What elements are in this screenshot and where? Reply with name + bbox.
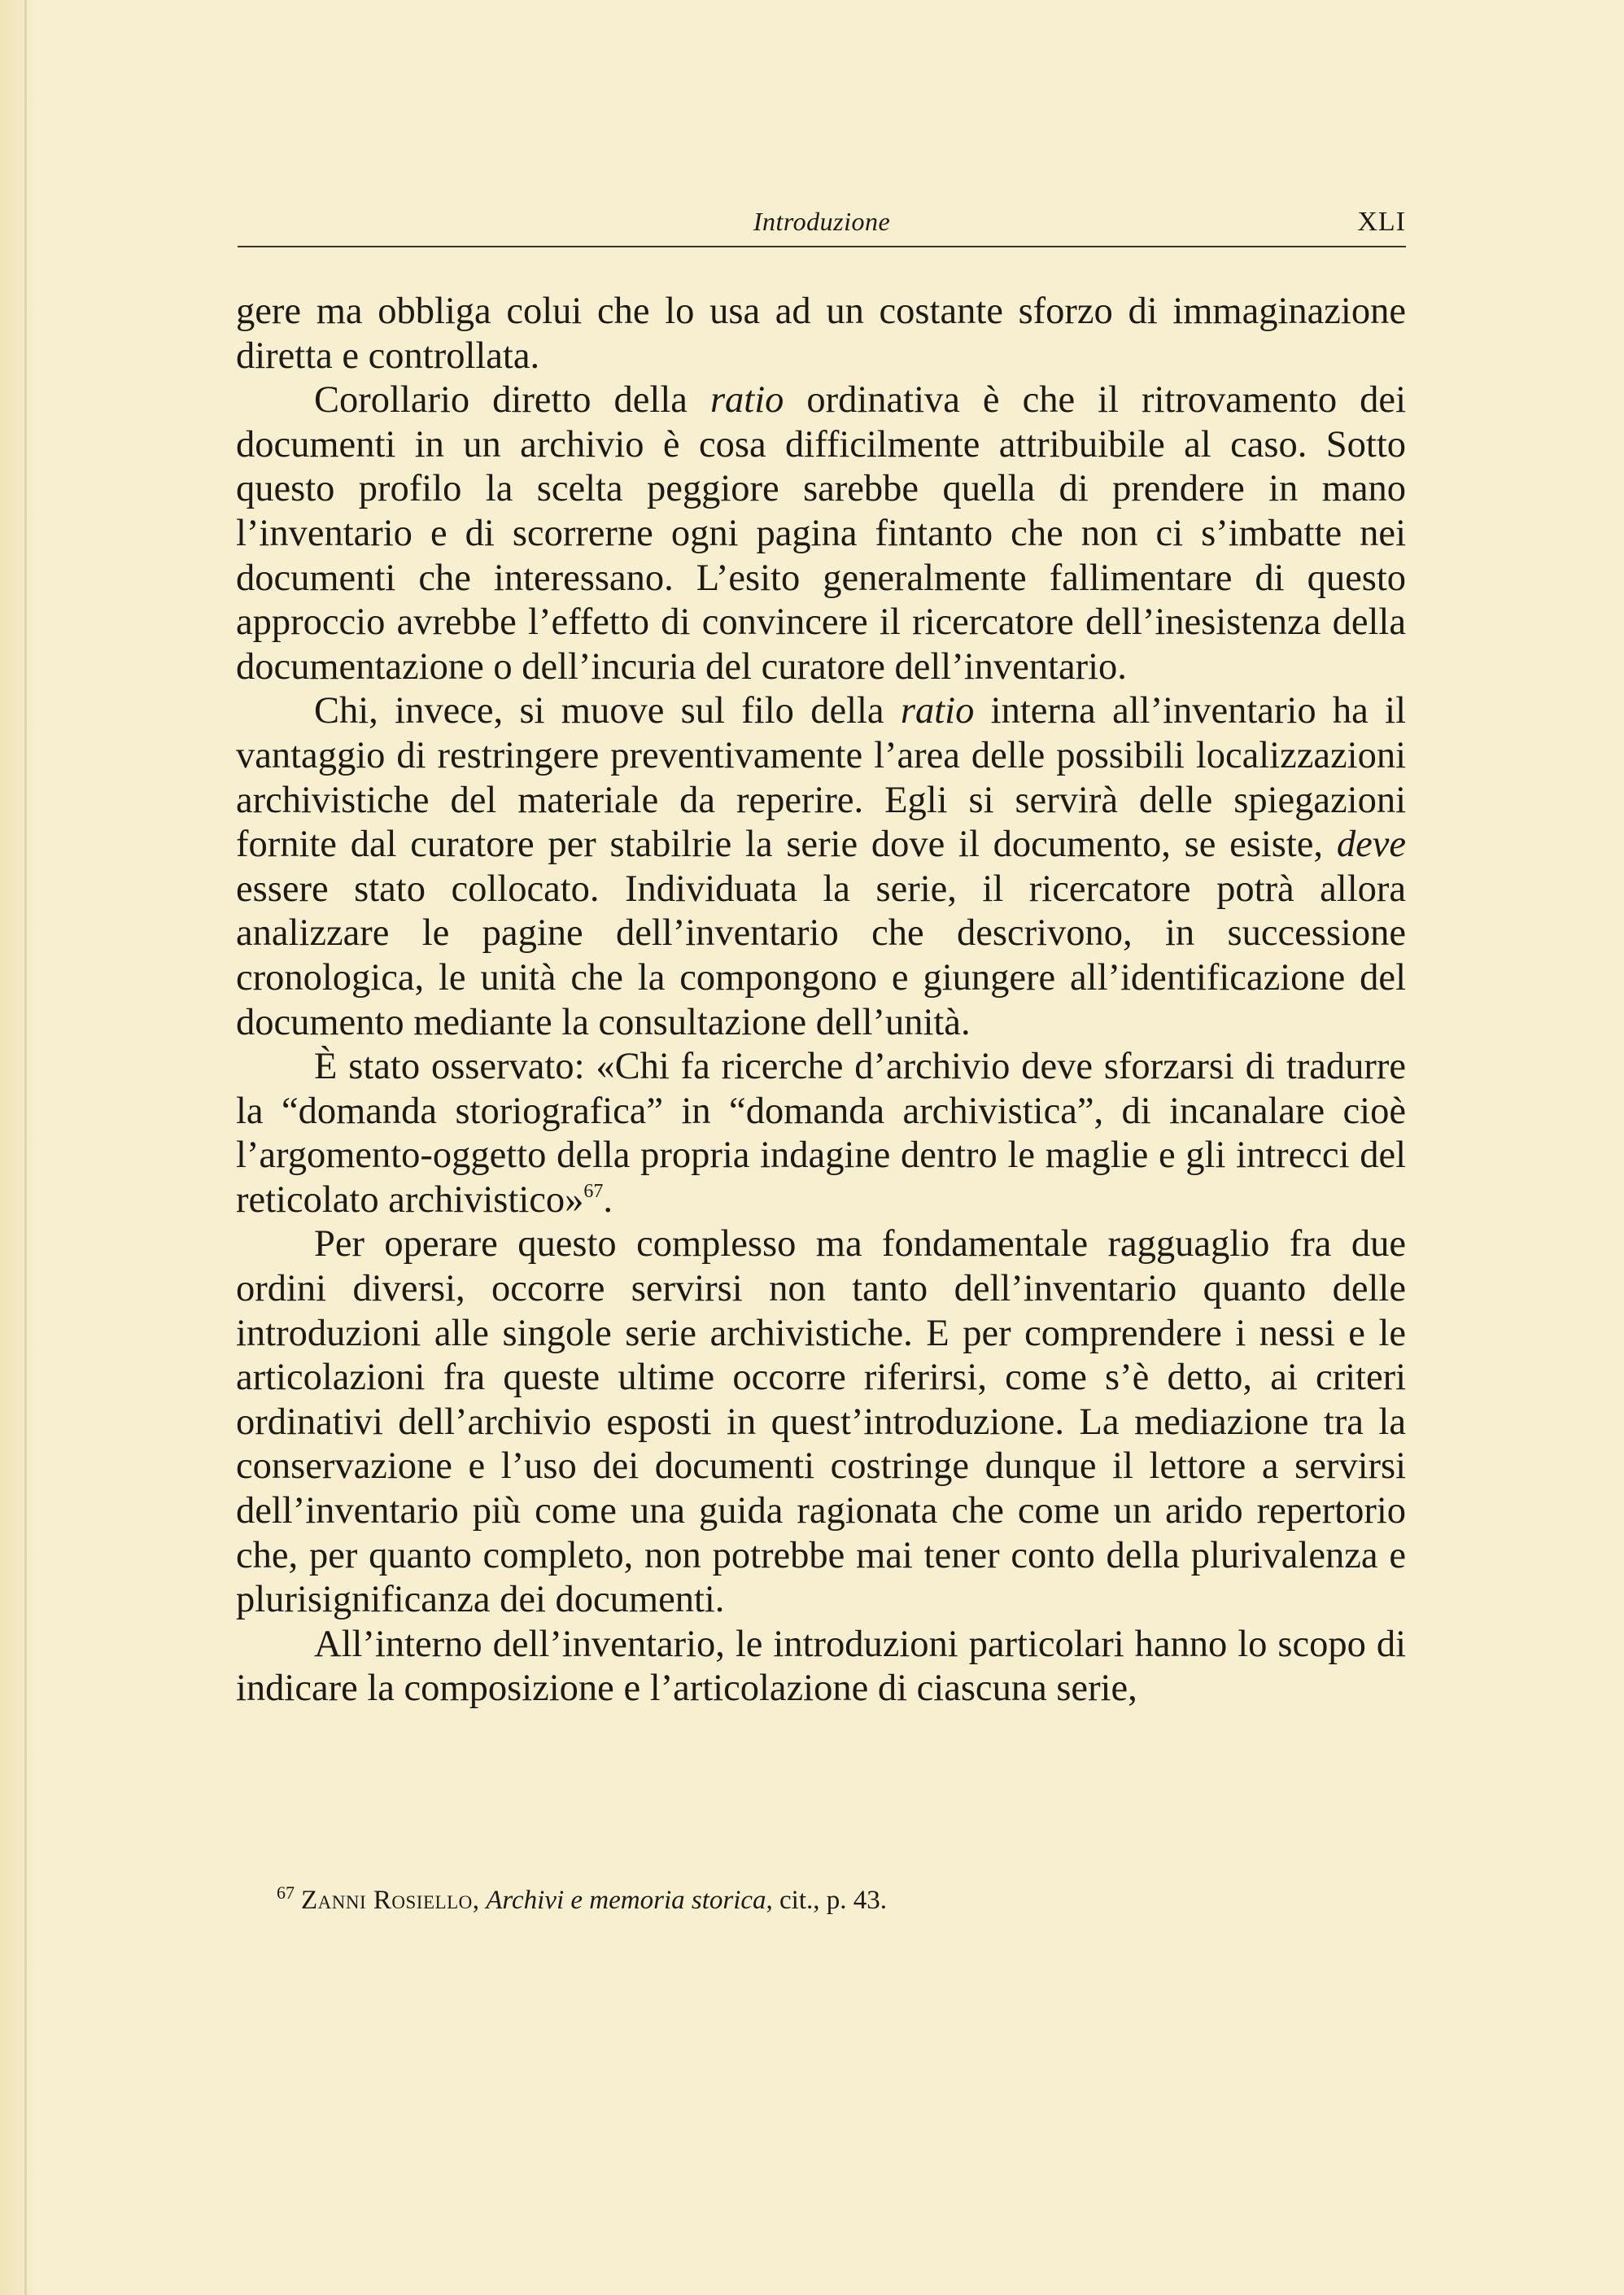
running-title: Introduzione [753, 207, 891, 236]
running-head [238, 203, 1406, 249]
footnote-title: Archivi e memoria storica [486, 1886, 766, 1915]
page-number: XLI [1357, 207, 1406, 237]
paragraph [236, 1222, 1406, 1622]
paragraph-text: Corollario diretto della [314, 379, 710, 422]
paragraph-text: essere stato collocato. Individuata la serie, il ricercatore potrà allora analizzare le pagine dell’inventario che descrivono, in successione cronologica, le unità che la compongono e giungere all’identificazione del documento mediante la consultazione dell’unità. [236, 868, 1406, 1043]
footnote-reference: 67 [583, 1180, 604, 1202]
paragraph-text: Per operare questo complesso ma fondamentale ragguaglio fra due ordini diversi, occorre servirsi non tanto dell’inventario quanto delle introduzioni alle singole serie archivistiche. E per comprendere i nessi e le articolazioni fra queste ultime occorre riferirsi, come s’è detto, ai criteri ordinativi dell’archivio esposti in quest’introduzione. La mediazione tra la conservazione e l’uso dei documenti costringe dunque il lettore a servirsi dell’inventario più come una guida ragionata che come un arido repertorio che, per quanto completo, non potrebbe mai tener conto della plurivalenza e plurisignificanza dei documenti. [236, 1223, 1406, 1621]
paragraph-text: gere ma obbliga colui che lo usa ad un costante sforzo di immaginazione diretta e controllata. [236, 291, 1406, 377]
paragraph [236, 290, 1406, 378]
paragraph-text: All’interno dell’inventario, le introduzioni particolari hanno lo scopo di indicare la composizione e l’articolazione di ciascuna serie, [236, 1623, 1406, 1710]
footnote-number: 67 [277, 1882, 295, 1903]
body-text [236, 290, 1406, 1711]
footnote-separator: , [472, 1886, 487, 1915]
paragraph [236, 689, 1406, 1045]
header-rule [238, 246, 1406, 247]
paragraph [236, 1045, 1406, 1222]
footnote-author: Zanni Rosiello [301, 1886, 473, 1915]
italic-term: ratio [709, 379, 784, 422]
footnote [277, 1877, 1416, 1917]
binding-line [24, 0, 27, 2295]
paragraph-text: Chi, invece, si muove sul filo della [314, 690, 901, 732]
paragraph-text: ordinativa è che il ritrovamento dei documenti in un archivio è cosa difficilmente attribuibile al caso. Sotto questo profilo la scelta peggiore sarebbe quella di prendere in mano l’inventario e di scorrerne ogni pagina fintanto che non ci s’imbatte nei documenti che interessano. L’esito generalmente fallimentare di questo approccio avrebbe l’effetto di convincere il ricercatore dell’inesistenza della documentazione o dell’incuria del curatore dell’inventario. [236, 379, 1406, 688]
paragraph-text: . [603, 1178, 613, 1221]
binding-edge [0, 0, 36, 2295]
paragraph [236, 1623, 1406, 1711]
italic-term: deve [1336, 824, 1406, 866]
paragraph-text: È stato osservato: «Chi fa ricerche d’archivio deve sforzarsi di tradurre la “domanda storiografica” in “domanda archivistica”, di incanalare cioè l’argomento-oggetto della propria indagine dentro le maglie e gli intrecci del reticolato archivistico» [236, 1046, 1406, 1221]
italic-term: ratio [900, 690, 975, 732]
footnote-rest: , cit., p. 43. [766, 1886, 888, 1915]
paragraph-text: interna all’inventario ha il vantaggio di restringere preventivamente l’area delle possibili localizzazioni archivistiche del materiale da reperire. Egli si servirà delle spiegazioni fornite dal curatore per stabilrie la serie dove il documento, se esiste, [236, 690, 1406, 866]
paragraph [236, 378, 1406, 689]
